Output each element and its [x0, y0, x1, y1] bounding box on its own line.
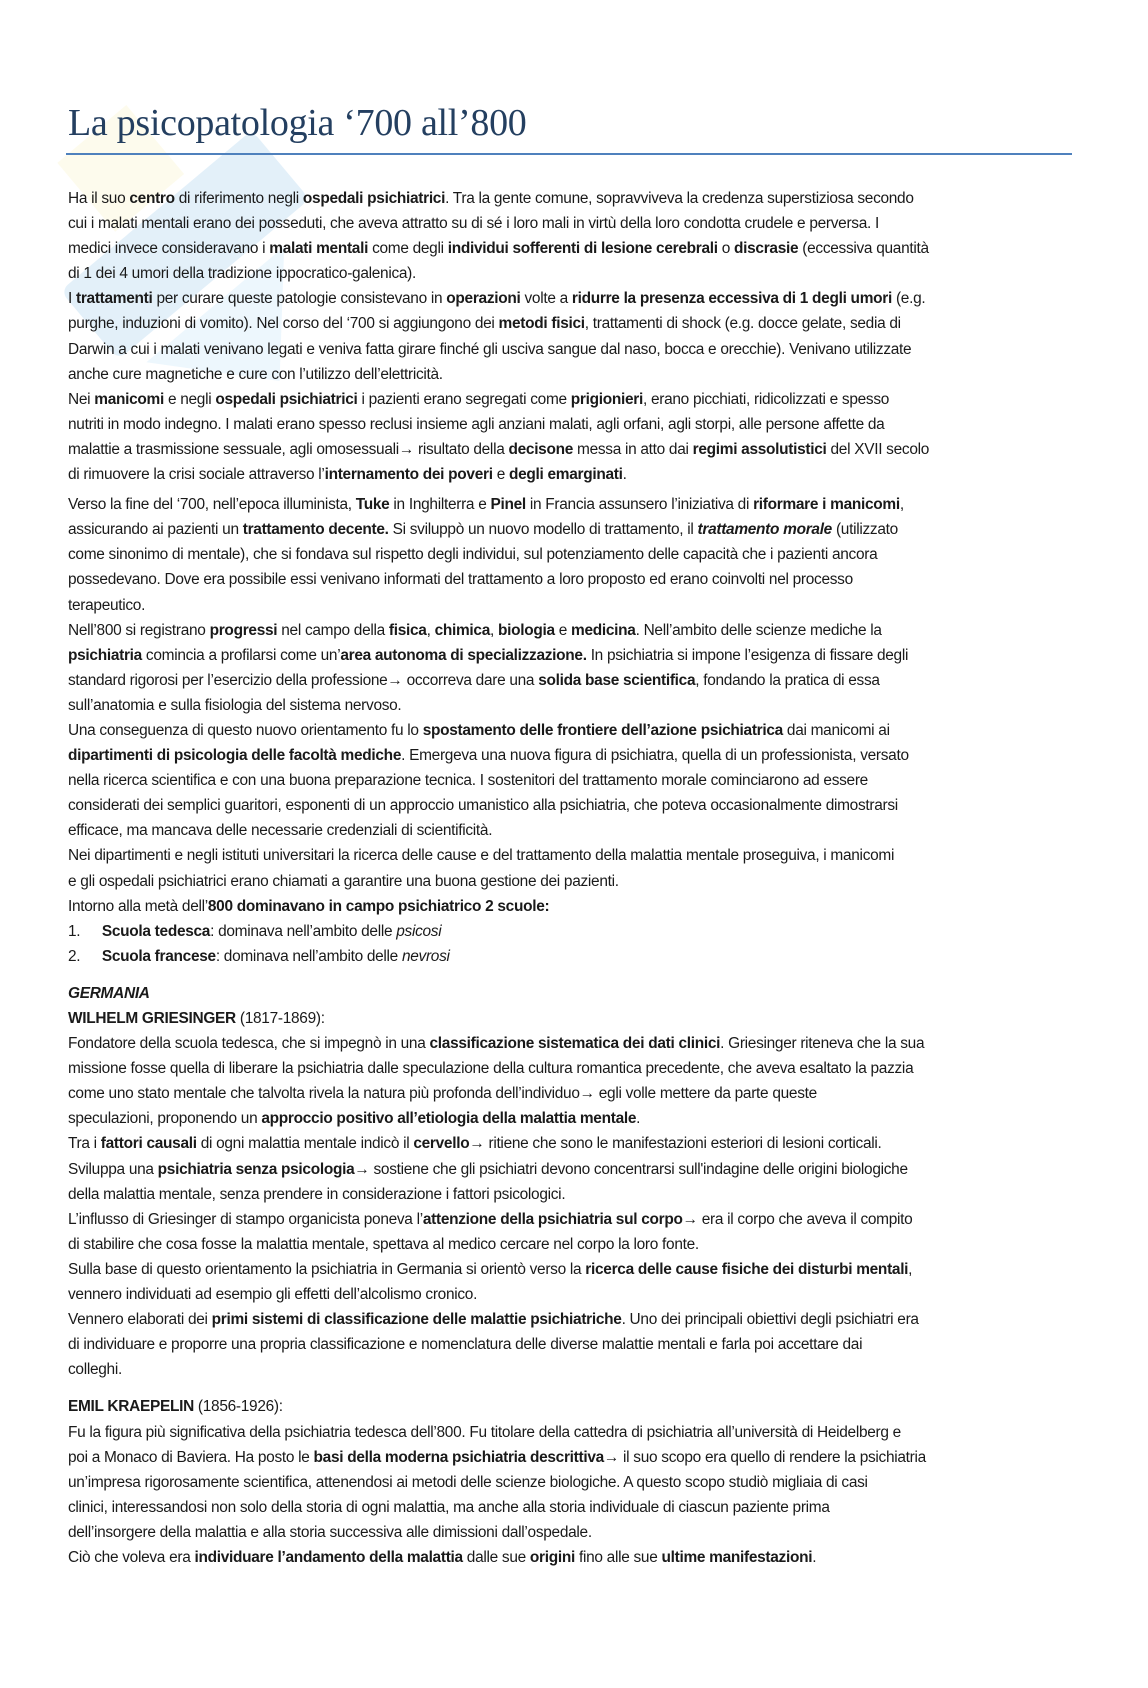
text-run: dai manicomi ai — [782, 721, 890, 739]
page-title: La psicopatologia ‘700 all’800 — [68, 102, 527, 144]
text-line — [68, 1106, 1074, 1131]
text-line — [68, 387, 1074, 412]
text-run: Verso la fine del ‘700, nell’epoca illuminista, — [68, 496, 356, 514]
text-line — [68, 1282, 1074, 1307]
text-run: Darwin a cui i malati venivano legati e veniva fatta girare finché gli usciva sangue dal naso, bocca e orecchie). Venivano utilizzate — [68, 340, 912, 358]
text-run: cui i malati mentali erano dei posseduti, che aveva attratto su di sé i loro mali in virtù della loro condotta crudele e perversa. I — [68, 215, 879, 233]
text-run: . — [622, 466, 627, 484]
paragraph — [68, 843, 1078, 893]
text-run: volte a — [520, 290, 572, 308]
emphasized-text: EMIL KRAEPELIN — [68, 1398, 194, 1416]
emphasized-text: riformare i manicomi — [753, 496, 900, 514]
emphasized-text: ospedali psichiatrici — [215, 390, 358, 408]
text-line — [68, 894, 1074, 919]
document-body — [68, 186, 1078, 1570]
text-run: , — [899, 496, 904, 514]
text-line — [68, 1031, 1074, 1056]
text-line — [68, 818, 1074, 843]
emphasized-text: individuare l’andamento della malattia — [194, 1548, 463, 1566]
emphasized-text: psicosi — [396, 922, 442, 940]
emphasized-text: primi sistemi di classificazione delle malattie psichiatriche — [211, 1311, 622, 1329]
text-line — [68, 768, 1074, 793]
text-line — [68, 1307, 1074, 1332]
text-run: , erano picchiati, ridicolizzati e spesso — [642, 390, 890, 408]
text-run: comincia a profilarsi come un’ — [141, 646, 341, 664]
emphasized-text: ricerca delle cause fisiche dei disturbi mentali — [585, 1260, 909, 1278]
text-run: → era il corpo che aveva il compito — [682, 1210, 913, 1228]
emphasized-text: ultime manifestazioni — [661, 1548, 813, 1566]
text-line — [68, 1470, 1074, 1495]
emphasized-text: psichiatria — [68, 646, 142, 664]
text-run: Si sviluppò un nuovo modello di trattamento, il — [388, 521, 698, 539]
text-line — [68, 1157, 1074, 1182]
emphasized-text: basi della moderna psichiatria descrittiva — [313, 1448, 604, 1466]
text-line — [68, 286, 1074, 311]
text-run: , trattamenti di shock (e.g. docce gelate, sedia di — [584, 315, 901, 333]
text-run: . Griesinger riteneva che la sua — [720, 1035, 925, 1053]
emphasized-text: fisica — [388, 621, 427, 639]
emphasized-text: nevrosi — [401, 947, 450, 965]
list-number: 1. — [68, 922, 81, 940]
emphasized-text: Scuola francese — [101, 947, 216, 965]
text-run: e gli ospedali psichiatrici erano chiamati a garantire una buona gestione dei pazienti. — [68, 872, 619, 890]
text-run: , — [908, 1260, 913, 1278]
text-run: : dominava nell’ambito delle — [215, 947, 402, 965]
text-run: dell’insorgere della malattia e alla storia successiva alle dimissioni dall’ospedale. — [68, 1523, 592, 1541]
list-item — [68, 919, 1074, 944]
text-run: Sviluppa una — [68, 1160, 158, 1178]
text-run: come degli — [368, 240, 448, 258]
paragraph — [68, 894, 1078, 919]
text-run: . Uno dei principali obiettivi degli psichiatri era — [621, 1311, 919, 1329]
text-run: Sulla base di questo orientamento la psichiatria in Germania si orientò verso la — [68, 1260, 586, 1278]
emphasized-text: attenzione della psichiatria sul corpo — [422, 1210, 683, 1228]
text-run: Ha il suo — [68, 190, 130, 207]
text-line — [68, 1081, 1074, 1106]
text-line — [68, 1332, 1074, 1357]
emphasized-text: GERMANIA — [68, 984, 150, 1002]
text-run: (eccessiva quantità — [798, 240, 929, 258]
text-run: come uno stato mentale che talvolta rivela la natura più profonda dell’individuo→ egli volle mettere da parte queste — [68, 1085, 817, 1103]
text-run: Intorno alla metà dell’ — [68, 897, 208, 915]
text-line — [68, 362, 1074, 387]
emphasized-text: classificazione sistematica dei dati clinici — [429, 1035, 721, 1053]
text-line — [68, 1394, 1074, 1419]
emphasized-text: area autonoma di specializzazione. — [340, 646, 587, 664]
text-run: possedevano. Dove era possibile essi venivano informati del trattamento a loro proposto ed erano coinvolti nel processo — [68, 571, 853, 589]
text-run: purghe, induzioni di vomito). Nel corso del ‘700 si aggiungono dei — [68, 315, 499, 333]
text-line — [68, 1520, 1074, 1545]
text-run: Nell’800 si registrano — [68, 621, 210, 639]
text-run: , fondando la pratica di essa — [695, 671, 880, 689]
text-run: Fu la figura più significativa della psichiatria tedesca dell’800. Fu titolare della cattedra di psichiatria all’università di Heidelberg e — [68, 1423, 901, 1441]
list-item — [68, 944, 1074, 969]
text-run: Fondatore della scuola tedesca, che si impegnò in una — [68, 1035, 430, 1053]
text-line — [68, 869, 1074, 894]
text-line — [68, 843, 1074, 868]
text-run: colleghi. — [68, 1361, 122, 1379]
emphasized-text: trattamenti — [75, 290, 153, 308]
text-run: L’influsso di Griesinger di stampo organicista poneva l’ — [68, 1210, 423, 1228]
text-line — [68, 1131, 1074, 1156]
text-line — [68, 1182, 1074, 1207]
text-run: , — [489, 621, 498, 639]
emphasized-text: dipartimenti di psicologia delle facoltà mediche — [68, 747, 402, 765]
text-line — [68, 693, 1074, 718]
emphasized-text: progressi — [209, 621, 278, 639]
text-run: malattie a trasmissione sessuale, agli omosessuali→ risultato della — [68, 440, 509, 458]
text-run: speculazioni, proponendo un — [68, 1110, 262, 1128]
emphasized-text: fattori causali — [100, 1135, 197, 1153]
text-line — [68, 542, 1074, 567]
text-line — [68, 1545, 1074, 1570]
text-run: . — [636, 1110, 641, 1128]
emphasized-text: spostamento delle frontiere dell’azione psichiatrica — [422, 721, 783, 739]
text-run: Vennero elaborati dei — [68, 1311, 212, 1329]
text-run: Tra i — [68, 1135, 101, 1153]
text-run: → sostiene che gli psichiatri devono concentrarsi sull'indagine delle origini biologiche — [354, 1160, 908, 1178]
text-line — [68, 337, 1074, 362]
text-run: missione fosse quella di liberare la psichiatria dalle speculazione della cultura romantica precedente, che aveva esaltato la pazzia — [68, 1060, 914, 1078]
text-line — [68, 643, 1074, 668]
paragraph — [68, 286, 1078, 386]
text-run: → ritiene che sono le manifestazioni esteriori di lesioni corticali. — [469, 1135, 882, 1153]
text-run: (utilizzato — [831, 521, 898, 539]
text-line — [68, 593, 1074, 618]
text-line — [68, 236, 1074, 261]
text-line — [68, 1357, 1074, 1382]
text-line — [68, 261, 1074, 286]
emphasized-text: decisone — [508, 440, 574, 458]
text-run: fino alle sue — [574, 1548, 662, 1566]
text-run: In psichiatria si impone l’esigenza di fissare degli — [586, 646, 909, 664]
text-run: e — [554, 621, 572, 639]
text-run: di 1 dei 4 umori della tradizione ippocratico-galenica). — [68, 265, 416, 283]
text-run: nella ricerca scientifica e con una buona preparazione tecnica. I sostenitori del trattamento morale cominciarono ad essere — [68, 772, 868, 790]
paragraph — [68, 387, 1078, 487]
text-run: in Inghilterra e — [389, 496, 491, 514]
text-run: → il suo scopo era quello di rendere la psichiatria — [603, 1448, 926, 1466]
text-run: per curare queste patologie consistevano in — [152, 290, 447, 308]
text-run: standard rigorosi per l’esercizio della professione→ occorreva dare una — [68, 671, 539, 689]
text-run: di ogni malattia mentale indicò il — [196, 1135, 414, 1153]
text-line — [68, 718, 1074, 743]
numbered-list — [68, 919, 1078, 969]
text-run: e — [492, 466, 509, 484]
text-run: (e.g. — [891, 290, 926, 308]
emphasized-text: biologia — [497, 621, 555, 639]
emphasized-text: 800 dominavano in campo psichiatrico 2 scuole: — [207, 897, 550, 915]
text-line — [68, 462, 1074, 487]
text-line — [68, 981, 1074, 1006]
text-run: . Emergeva una nuova figura di psichiatra, quella di un professionista, versato — [401, 747, 909, 765]
emphasized-text: solida base scientifica — [538, 671, 696, 689]
text-line — [68, 1207, 1074, 1232]
emphasized-text: cervello — [413, 1135, 470, 1153]
emphasized-text: manicomi — [94, 390, 164, 408]
text-line — [68, 743, 1074, 768]
text-line — [68, 437, 1074, 462]
text-line — [68, 567, 1074, 592]
text-line — [68, 1056, 1074, 1081]
text-run: Ciò che voleva era — [68, 1548, 195, 1566]
text-line — [68, 492, 1074, 517]
emphasized-text: ospedali psichiatrici — [302, 190, 446, 207]
text-run: . — [812, 1548, 817, 1566]
emphasized-text: centro — [129, 190, 175, 207]
text-line — [68, 211, 1074, 236]
text-line — [68, 1420, 1074, 1445]
text-line — [68, 1257, 1074, 1282]
text-line — [68, 668, 1074, 693]
text-run: o — [717, 240, 735, 258]
text-line — [68, 1445, 1074, 1470]
text-run: : dominava nell’ambito delle — [210, 922, 397, 940]
text-run: (1856-1926): — [193, 1398, 283, 1416]
text-run: poi a Monaco di Baviera. Ha posto le — [68, 1448, 314, 1466]
text-run: nel campo della — [277, 621, 389, 639]
text-run: e negli — [163, 390, 216, 408]
text-run: Una conseguenza di questo nuovo orientamento fu lo — [68, 721, 423, 739]
text-run: clinici, interessandosi non solo della storia di ogni malattia, ma anche alla storia individuale di ciascun paziente prima — [68, 1498, 830, 1516]
text-run: , — [426, 621, 435, 639]
text-run: I — [68, 290, 76, 308]
text-run: di riferimento negli — [174, 190, 303, 207]
text-run: . Tra la gente comune, sopravviveva la credenza superstiziosa secondo — [445, 190, 914, 207]
text-run: di individuare e proporre una propria classificazione e nomenclatura delle diverse malattie mentali e farla poi accettare dai — [68, 1336, 863, 1354]
title-underline — [66, 153, 1072, 155]
emphasized-text: metodi fisici — [498, 315, 585, 333]
text-run: assicurando ai pazienti un — [68, 521, 243, 539]
text-run: anche cure magnetiche e cure con l’utilizzo dell’elettricità. — [68, 365, 443, 383]
text-run: di stabilire che cosa fosse la malattia mentale, spettava al medico cercare nel corpo la loro fonte. — [68, 1235, 699, 1253]
text-line — [68, 1006, 1074, 1031]
emphasized-text: operazioni — [446, 290, 521, 308]
text-line — [68, 517, 1074, 542]
text-run: un’impresa rigorosamente scientifica, attenendosi ai metodi delle scienze biologiche. A questo scopo studiò migliaia di casi — [68, 1473, 868, 1491]
text-run: vennero individuati ad esempio gli effetti dell’alcolismo cronico. — [68, 1286, 478, 1304]
list-number: 2. — [68, 947, 81, 965]
emphasized-text: psichiatria senza psicologia — [157, 1160, 355, 1178]
emphasized-text: internamento dei poveri — [324, 466, 493, 484]
text-run: considerati dei semplici guaritori, esponenti di un approccio umanistico alla psichiatria, che poteva occasionalmente dimostrarsi — [68, 797, 898, 815]
section — [68, 1394, 1078, 1570]
text-run: terapeutico. — [68, 596, 146, 614]
emphasized-text: regimi assolutistici — [692, 440, 827, 458]
emphasized-text: Tuke — [355, 496, 390, 514]
text-run: efficace, ma mancava delle necessarie credenziali di scientificità. — [68, 822, 493, 840]
paragraph — [68, 186, 1078, 286]
text-run: in Francia assunsero l’iniziativa di — [525, 496, 754, 514]
text-run: Nei dipartimenti e negli istituti universitari la ricerca delle cause e del trattamento della malattia mentale proseguiva, i manicomi — [68, 847, 895, 865]
emphasized-text: WILHELM GRIESINGER — [68, 1010, 236, 1027]
emphasized-text: Pinel — [490, 496, 526, 514]
text-run: della malattia mentale, senza prendere in considerazione i fattori psicologici. — [68, 1185, 566, 1203]
emphasized-text: chimica — [434, 621, 490, 639]
emphasized-text: ridurre la presenza eccessiva di 1 degli umori — [571, 290, 892, 308]
text-run: come sinonimo di mentale), che si fondava sul rispetto degli individui, sul potenziamento delle capacità che i pazienti ancora — [68, 546, 878, 564]
emphasized-text: Scuola tedesca — [101, 922, 211, 940]
paragraph — [68, 618, 1078, 718]
text-run: Nei — [68, 390, 95, 408]
text-run: dalle sue — [462, 1548, 530, 1566]
emphasized-text: origini — [529, 1548, 575, 1566]
emphasized-text: approccio positivo all’etiologia della malattia mentale — [261, 1110, 637, 1128]
text-run: del XVII secolo — [826, 440, 930, 458]
emphasized-text: trattamento morale — [697, 521, 832, 539]
text-run: nutriti in modo indegno. I malati erano spesso reclusi insieme agli anziani malati, agli orfani, agli storpi, alle persone affette da — [68, 415, 885, 433]
text-line — [68, 311, 1074, 336]
text-line — [68, 412, 1074, 437]
text-run: sull’anatomia e sulla fisiologia del sistema nervoso. — [68, 696, 402, 714]
text-run: . Nell’ambito delle scienze mediche la — [635, 621, 882, 639]
emphasized-text: individui sofferenti di lesione cerebrali — [447, 240, 718, 258]
emphasized-text: discrasie — [734, 240, 799, 258]
text-line — [68, 1495, 1074, 1520]
emphasized-text: malati mentali — [269, 240, 369, 258]
text-run: di rimuovere la crisi sociale attraverso l’ — [68, 466, 325, 484]
text-line — [68, 618, 1074, 643]
text-line — [68, 1232, 1074, 1257]
emphasized-text: prigionieri — [570, 390, 643, 408]
emphasized-text: degli emarginati — [508, 466, 623, 484]
paragraph — [68, 492, 1078, 617]
text-run: medici invece consideravano i — [68, 240, 270, 258]
text-run: messa in atto dai — [573, 440, 693, 458]
text-line — [68, 793, 1074, 818]
text-run: i pazienti erano segregati come — [357, 390, 571, 408]
text-line — [68, 186, 1074, 211]
paragraph — [68, 718, 1078, 843]
section — [68, 981, 1078, 1383]
emphasized-text: medicina — [571, 621, 636, 639]
text-run: (1817-1869): — [235, 1010, 325, 1027]
emphasized-text: trattamento decente. — [242, 521, 389, 539]
